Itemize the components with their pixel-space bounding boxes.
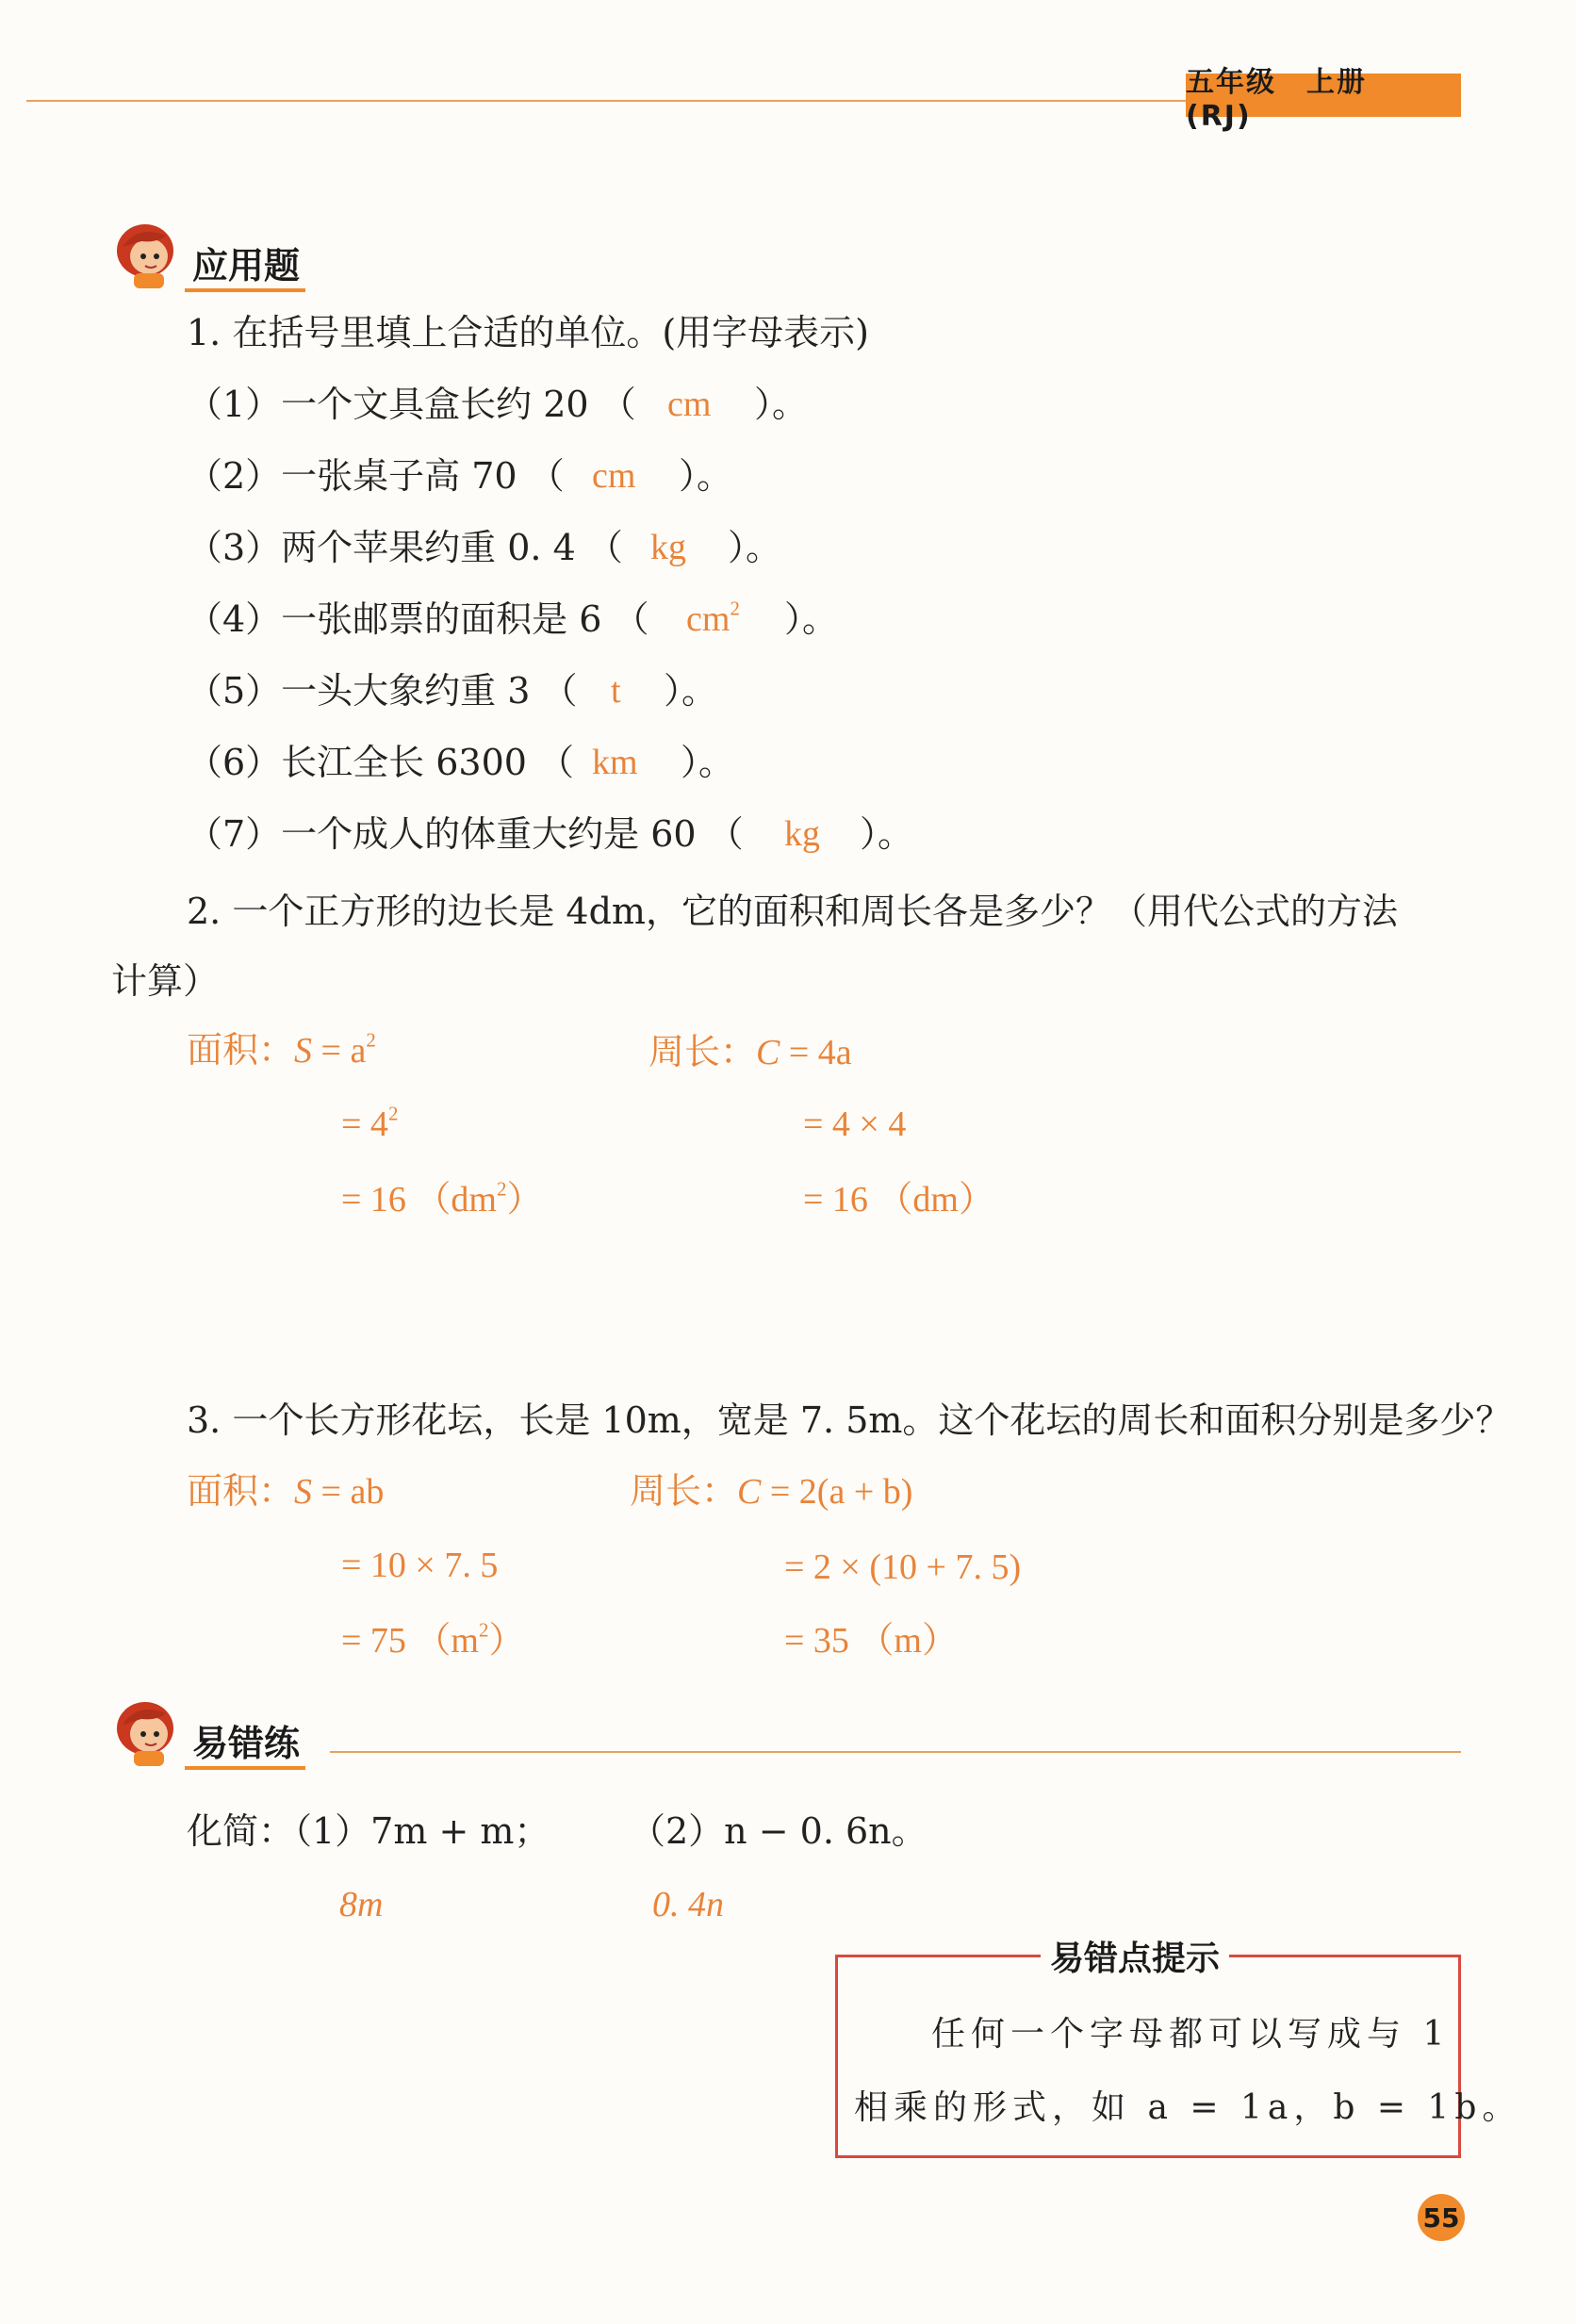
q1-item-answer [667, 383, 711, 426]
q1-item-answer [592, 741, 638, 784]
header-rule [26, 100, 1186, 102]
q2-area-l2: = 4 [341, 1105, 388, 1144]
section-rule [330, 1751, 1461, 1753]
q1-item-prefix: （5）一头大象约重 3 （ [187, 670, 578, 712]
q3-area-l1: = ab [320, 1472, 385, 1512]
q2-area-l3-end: ） [506, 1180, 543, 1219]
tip-line-1: 任何一个字母都可以写成与 1 [931, 2015, 1451, 2054]
q2-perimeter-line1 [648, 1031, 852, 1074]
q1-item-prefix: （3）两个苹果约重 0. 4 （ [187, 527, 623, 568]
q2-area-label: 面积： [187, 1031, 295, 1071]
q3-prompt: 3. 一个长方形花坛，长是 10m，宽是 7. 5m。这个花坛的周长和面积分别是多少？ [187, 1399, 1512, 1441]
girl-mascot-icon [109, 219, 185, 290]
q3-perimeter-var: C [737, 1472, 762, 1512]
q1-item-prefix: （6）长江全长 6300 （ [187, 742, 575, 783]
q1-item-suffix: ）。 [664, 670, 718, 712]
q1-item-answer [611, 669, 621, 712]
grade-badge: 五年级 上册 (RJ) [1186, 74, 1461, 117]
q1-item-answer-text: km [592, 743, 638, 782]
q2-area-line1 [187, 1029, 376, 1072]
q2-perimeter-l1: = 4a [788, 1033, 852, 1072]
error-prompt-1: 化简：（1）7m + m； [187, 1810, 550, 1852]
q3-area-l3-sup: 2 [479, 1618, 489, 1642]
error-answer-1 [339, 1883, 383, 1926]
section-heading-applied [109, 219, 300, 290]
q3-perimeter-line2: = 2 × (10 + 7. 5) [784, 1547, 1022, 1587]
q2-perimeter-var: C [756, 1033, 780, 1072]
tip-title: 易错点提示 [1041, 1932, 1229, 1980]
q1-item-answer-text: kg [784, 814, 820, 854]
q1-item-suffix: ）。 [681, 742, 735, 783]
q2-perimeter-label: 周长： [648, 1033, 757, 1072]
q1-item-suffix: ）。 [728, 527, 782, 568]
section-title-underline [185, 1766, 305, 1770]
girl-mascot-icon [109, 1696, 185, 1768]
q1-item-answer [650, 526, 686, 569]
page-number: 55 [1418, 2194, 1465, 2241]
q2-area-l3-sup: 2 [497, 1177, 507, 1201]
section-title-underline [185, 288, 305, 292]
q1-item-answer-text: kg [650, 528, 686, 567]
q1-prompt: 1. 在括号里填上合适的单位。(用字母表示) [187, 312, 869, 353]
q3-area-var: S [294, 1472, 313, 1512]
q2-area-line3 [341, 1178, 542, 1221]
q2-area-l1-sup: 2 [366, 1028, 376, 1052]
q2-area-l2-sup: 2 [387, 1102, 399, 1125]
q1-item-answer-text: cm [686, 599, 731, 639]
q3-area-label: 面积： [187, 1472, 295, 1512]
q1-item-prefix: （1）一个文具盒长约 20 （ [187, 384, 636, 425]
q1-item-suffix: ）。 [679, 455, 733, 497]
section-title: 应用题 [192, 245, 301, 286]
q1-item-suffix: ）。 [784, 598, 839, 640]
q1-item-prefix: （4）一张邮票的面积是 6 （ [187, 598, 649, 640]
q2-prompt-line1: 2. 一个正方形的边长是 4dm，它的面积和周长各是多少？（用代公式的方法 [187, 891, 1398, 932]
error-answer-1-text: 8m [339, 1885, 384, 1924]
error-answer-2-text: 0. 4n [652, 1885, 724, 1924]
q3-perimeter-line3: = 35 （m） [784, 1621, 958, 1661]
q1-item-suffix: ）。 [754, 384, 809, 425]
error-prompt-2: （2）n − 0. 6n。 [630, 1810, 928, 1852]
q1-item-answer-sup: 2 [730, 597, 740, 620]
q1-item-suffix: ）。 [860, 813, 914, 855]
q3-area-l3-end: ） [488, 1621, 525, 1661]
q3-perimeter-l1: = 2(a + b) [769, 1472, 913, 1512]
section-title: 易错练 [192, 1723, 301, 1764]
q3-perimeter-label: 周长： [630, 1472, 738, 1512]
q3-area-line2: = 10 × 7. 5 [341, 1546, 499, 1585]
q1-item-prefix: （2）一张桌子高 70 （ [187, 455, 565, 497]
q2-prompt-line2: 计算） [111, 960, 220, 1002]
error-answer-2 [652, 1883, 724, 1926]
q1-item-answer [592, 454, 635, 498]
q1-item-answer [686, 597, 740, 641]
q1-item-answer-text: cm [592, 456, 636, 496]
q2-area-l1: = a [320, 1031, 367, 1071]
tip-line-2: 相乘的形式，如 a = 1a，b = 1b。 [854, 2088, 1522, 2127]
q3-area-line3 [341, 1619, 524, 1662]
q1-item-answer-text: t [611, 671, 621, 711]
q2-perimeter-line3: = 16 （dm） [803, 1180, 994, 1219]
q3-area-l3: = 75 （m [341, 1621, 479, 1661]
q2-area-var: S [294, 1031, 313, 1071]
q1-item-prefix: （7）一个成人的体重大约是 60 （ [187, 813, 744, 855]
q1-item-answer [784, 812, 820, 856]
q2-area-line2 [341, 1103, 398, 1146]
q3-area-line1 [187, 1470, 384, 1514]
q2-perimeter-line2: = 4 × 4 [803, 1105, 907, 1144]
q3-perimeter-line1 [630, 1470, 912, 1514]
q2-area-l3: = 16 （dm [341, 1180, 497, 1219]
section-heading-error [109, 1696, 300, 1768]
q1-item-answer-text: cm [667, 385, 712, 424]
